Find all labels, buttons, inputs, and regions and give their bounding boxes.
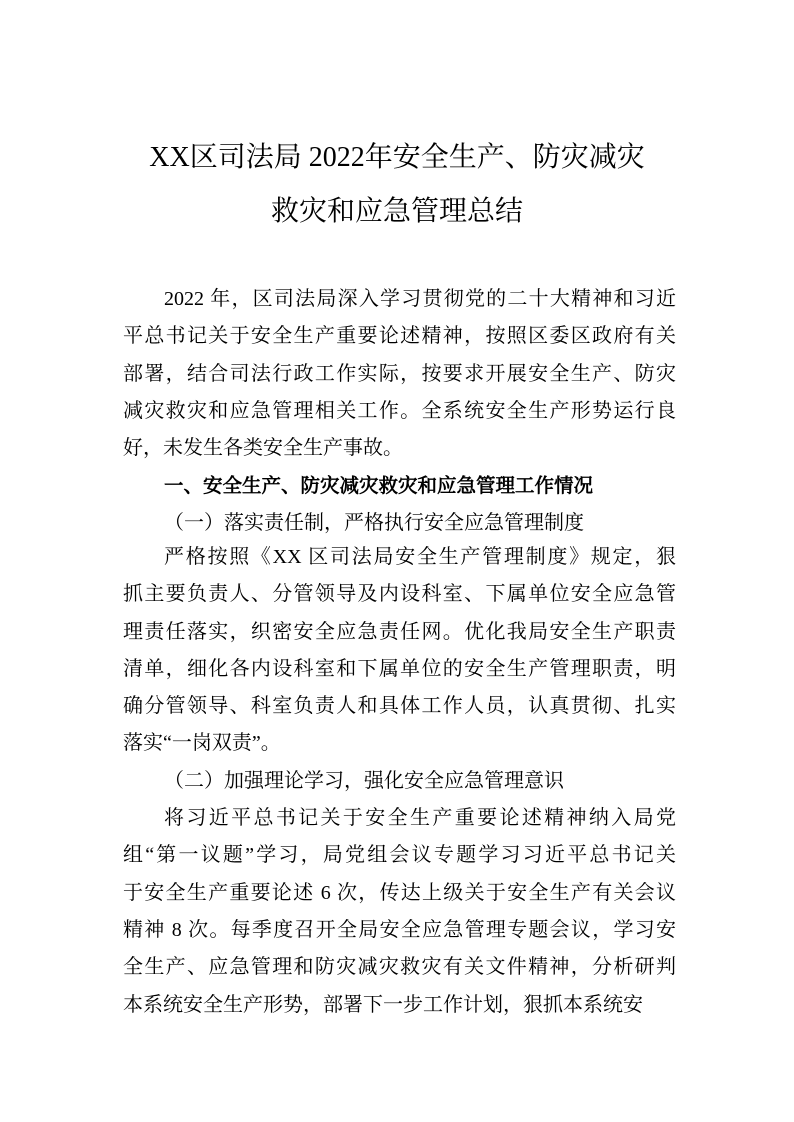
text-line: 理责任落实，织密安全应急责任网。优化我局安全生产职责 — [123, 620, 676, 643]
text-line: 清单，细化各内设科室和下属单位的安全生产管理职责，明 — [123, 657, 676, 680]
subsection-heading-1: （一）落实责任制，严格执行安全应急管理制度 — [164, 511, 584, 534]
text-line: 部署，结合司法行政工作实际，按要求开展安全生产、防灾 — [123, 362, 676, 385]
text-line: 平总书记关于安全生产重要论述精神，按照区委区政府有关 — [123, 325, 676, 348]
text-line: 全生产、应急管理和防灾减灾救灾有关文件精神，分析研判 — [123, 956, 676, 979]
title-line: 救灾和应急管理总结 — [270, 196, 523, 227]
text-line: 减灾救灾和应急管理相关工作。全系统安全生产形势运行良 — [123, 399, 676, 422]
text-line: 将习近平总书记关于安全生产重要论述精神纳入局党 — [164, 807, 676, 830]
text-line: 确分管领导、科室负责人和具体工作人员，认真贯彻、扎实 — [123, 695, 676, 718]
text-line: 2022 年，区司法局深入学习贯彻党的二十大精神和习近 — [164, 288, 676, 310]
document-title — [0, 131, 794, 239]
title-line: XX区司法局 2022年安全生产、防灾减灾 — [149, 142, 645, 173]
paragraph-responsibility — [123, 539, 676, 1024]
text-line: 精神 8 次。每季度召开全局安全应急管理专题会议，学习安 — [123, 918, 676, 941]
intro-paragraph — [123, 281, 676, 541]
text-line: 于安全生产重要论述 6 次，传达上级关于安全生产有关会议 — [123, 881, 676, 904]
section-heading-1: 一、安全生产、防灾减灾救灾和应急管理工作情况 — [164, 474, 594, 498]
text-line: 落实“一岗双责”。 — [123, 732, 281, 755]
text-line: 本系统安全生产形势，部署下一步工作计划，狠抓本系统安 — [123, 993, 643, 1016]
text-line: 抓主要负责人、分管领导及内设科室、下属单位安全应急管 — [123, 583, 676, 606]
text-line: 严格按照《XX 区司法局安全生产管理制度》规定，狠 — [164, 546, 676, 568]
text-line: 好，未发生各类安全生产事故。 — [123, 437, 403, 460]
text-line: 组“第一议题”学习，局党组会议专题学习习近平总书记关 — [123, 844, 676, 867]
subsection-heading-2: （二）加强理论学习，强化安全应急管理意识 — [164, 769, 564, 792]
